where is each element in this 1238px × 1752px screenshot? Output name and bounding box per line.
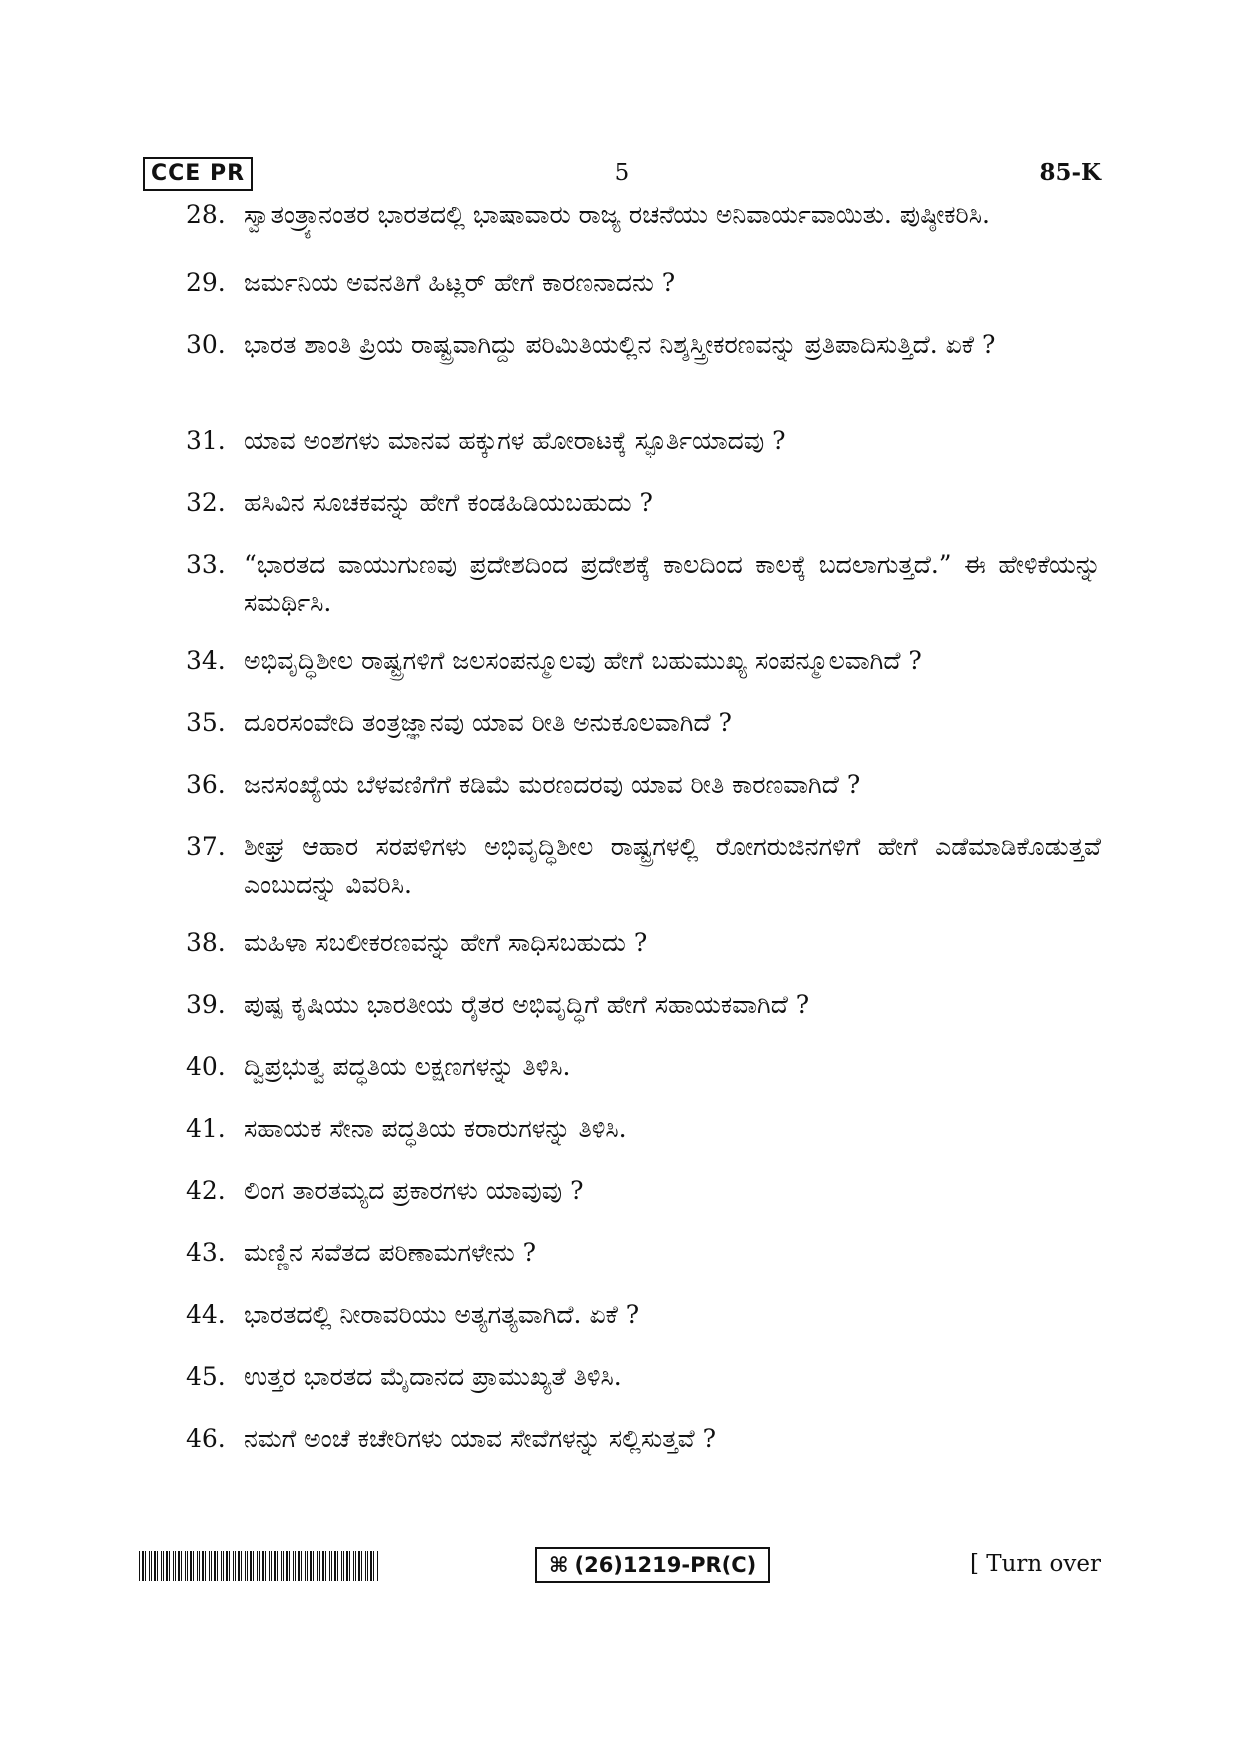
question-text: ಮಹಿಳಾ ಸಬಲೀಕರಣವನ್ನು ಹೇಗೆ ಸಾಧಿಸಬಹುದು ? [244,928,648,957]
series-code-box [535,1547,770,1583]
question-number: 40. [186,1052,226,1081]
question-number: 46. [186,1424,226,1453]
question-46 [186,1420,1101,1458]
question-text: ಜನಸಂಖ್ಯೆಯ ಬೆಳವಣಿಗೆಗೆ ಕಡಿಮೆ ಮರಣದರವು ಯಾವ ರೀತಿ ಕಾರಣವಾಗಿದೆ ? [244,770,861,799]
question-34 [186,642,1101,680]
question-number: 43. [186,1238,226,1267]
series-code: (26)1219-PR(C) [574,1553,757,1577]
question-text: ಭಾರತದಲ್ಲಿ ನೀರಾವರಿಯು ಅತ್ಯಗತ್ಯವಾಗಿದೆ. ಏಕೆ ? [244,1300,640,1329]
question-text: ದ್ವಿಪ್ರಭುತ್ವ ಪದ್ಧತಿಯ ಲಕ್ಷಣಗಳನ್ನು ತಿಳಿಸಿ. [244,1052,571,1081]
question-number: 45. [186,1362,226,1391]
question-number: 41. [186,1114,226,1143]
question-text: ದೂರಸಂವೇದಿ ತಂತ್ರಜ್ಞಾನವು ಯಾವ ರೀತಿ ಅನುಕೂಲವಾಗಿದೆ ? [244,708,732,737]
question-35 [186,704,1101,742]
question-number: 33. [186,550,226,579]
question-number: 29. [186,268,226,297]
page-footer [139,1547,1101,1587]
page-header [143,157,1101,193]
question-28 [186,196,1101,234]
question-number: 31. [186,426,226,455]
question-text: “ಭಾರತದ ವಾಯುಗುಣವು ಪ್ರದೇಶದಿಂದ ಪ್ರದೇಶಕ್ಕೆ ಕಾಲದಿಂದ ಕಾಲಕ್ಕೆ ಬದಲಾಗುತ್ತದೆ.” ಈ ಹೇಳಿಕೆಯನ್ನು ಸಮರ್ಥಿಸಿ. [244,550,1101,617]
question-text: ನಮಗೆ ಅಂಚೆ ಕಚೇರಿಗಳು ಯಾವ ಸೇವೆಗಳನ್ನು ಸಲ್ಲಿಸುತ್ತವೆ ? [244,1424,717,1453]
turn-over-note: [ Turn over [969,1551,1101,1577]
question-number: 42. [186,1176,226,1205]
question-number: 37. [186,832,226,861]
question-number: 36. [186,770,226,799]
question-number: 39. [186,990,226,1019]
question-number: 44. [186,1300,226,1329]
question-text: ಯಾವ ಅಂಶಗಳು ಮಾನವ ಹಕ್ಕುಗಳ ಹೋರಾಟಕ್ಕೆ ಸ್ಫೂರ್ತಿಯಾದವು ? [244,426,786,455]
command-symbol-icon: ⌘ [549,1553,569,1577]
question-number: 32. [186,488,226,517]
question-32 [186,484,1101,522]
question-text: ಸಹಾಯಕ ಸೇನಾ ಪದ್ಧತಿಯ ಕರಾರುಗಳನ್ನು ತಿಳಿಸಿ. [244,1114,627,1143]
question-38 [186,924,1101,962]
question-text: ಶೀಘ್ರ ಆಹಾರ ಸರಪಳಿಗಳು ಅಭಿವೃದ್ಧಿಶೀಲ ರಾಷ್ಟ್ರಗಳಲ್ಲಿ ರೋಗರುಜಿನಗಳಿಗೆ ಹೇಗೆ ಎಡೆಮಾಡಿಕೊಡುತ್ತವೆ ಎಂಬುದನ್ನು ವಿವರಿಸಿ. [244,832,1101,899]
question-number: 38. [186,928,226,957]
question-43 [186,1234,1101,1272]
question-31 [186,422,1101,460]
question-33 [186,546,1101,622]
question-number: 34. [186,646,226,675]
question-42 [186,1172,1101,1210]
question-text: ಜರ್ಮನಿಯ ಅವನತಿಗೆ ಹಿಟ್ಲರ್ ಹೇಗೆ ಕಾರಣನಾದನು ? [244,268,676,297]
question-41 [186,1110,1101,1148]
question-40 [186,1048,1101,1086]
question-30 [186,326,1101,364]
question-text: ಉತ್ತರ ಭಾರತದ ಮೈದಾನದ ಪ್ರಾಮುಖ್ಯತೆ ತಿಳಿಸಿ. [244,1362,622,1391]
question-number: 28. [186,200,226,229]
question-29 [186,264,1101,302]
question-number: 30. [186,330,226,359]
question-text: ಮಣ್ಣಿನ ಸವೆತದ ಪರಿಣಾಮಗಳೇನು ? [244,1238,537,1267]
exam-code-box: CCE PR [143,157,253,191]
question-text: ಪುಷ್ಪ ಕೃಷಿಯು ಭಾರತೀಯ ರೈತರ ಅಭಿವೃದ್ಧಿಗೆ ಹೇಗೆ ಸಹಾಯಕವಾಗಿದೆ ? [244,990,810,1019]
question-text: ಭಾರತ ಶಾಂತಿ ಪ್ರಿಯ ರಾಷ್ಟ್ರವಾಗಿದ್ದು ಪರಿಮಿತಿಯಲ್ಲಿನ ನಿಶ್ಶಸ್ತ್ರೀಕರಣವನ್ನು ಪ್ರತಿಪಾದಿಸುತ್ತಿದೆ. ಏಕೆ ? [244,330,996,359]
question-44 [186,1296,1101,1334]
question-text: ಸ್ವಾತಂತ್ರ್ಯಾನಂತರ ಭಾರತದಲ್ಲಿ ಭಾಷಾವಾರು ರಾಜ್ಯ ರಚನೆಯು ಅನಿವಾರ್ಯವಾಯಿತು. ಪುಷ್ಠೀಕರಿಸಿ. [244,200,990,229]
question-text: ಲಿಂಗ ತಾರತಮ್ಯದ ಪ್ರಕಾರಗಳು ಯಾವುವು ? [244,1176,584,1205]
question-37 [186,828,1101,904]
barcode-icon [139,1551,379,1581]
question-text: ಹಸಿವಿನ ಸೂಚಕವನ್ನು ಹೇಗೆ ಕಂಡಹಿಡಿಯಬಹುದು ? [244,488,653,517]
question-number: 35. [186,708,226,737]
paper-code: 85-K [1039,159,1101,186]
question-39 [186,986,1101,1024]
page-number: 5 [614,160,630,186]
question-36 [186,766,1101,804]
question-text: ಅಭಿವೃದ್ಧಿಶೀಲ ರಾಷ್ಟ್ರಗಳಿಗೆ ಜಲಸಂಪನ್ಮೂಲವು ಹೇಗೆ ಬಹುಮುಖ್ಯ ಸಂಪನ್ಮೂಲವಾಗಿದೆ ? [244,646,922,675]
question-45 [186,1358,1101,1396]
